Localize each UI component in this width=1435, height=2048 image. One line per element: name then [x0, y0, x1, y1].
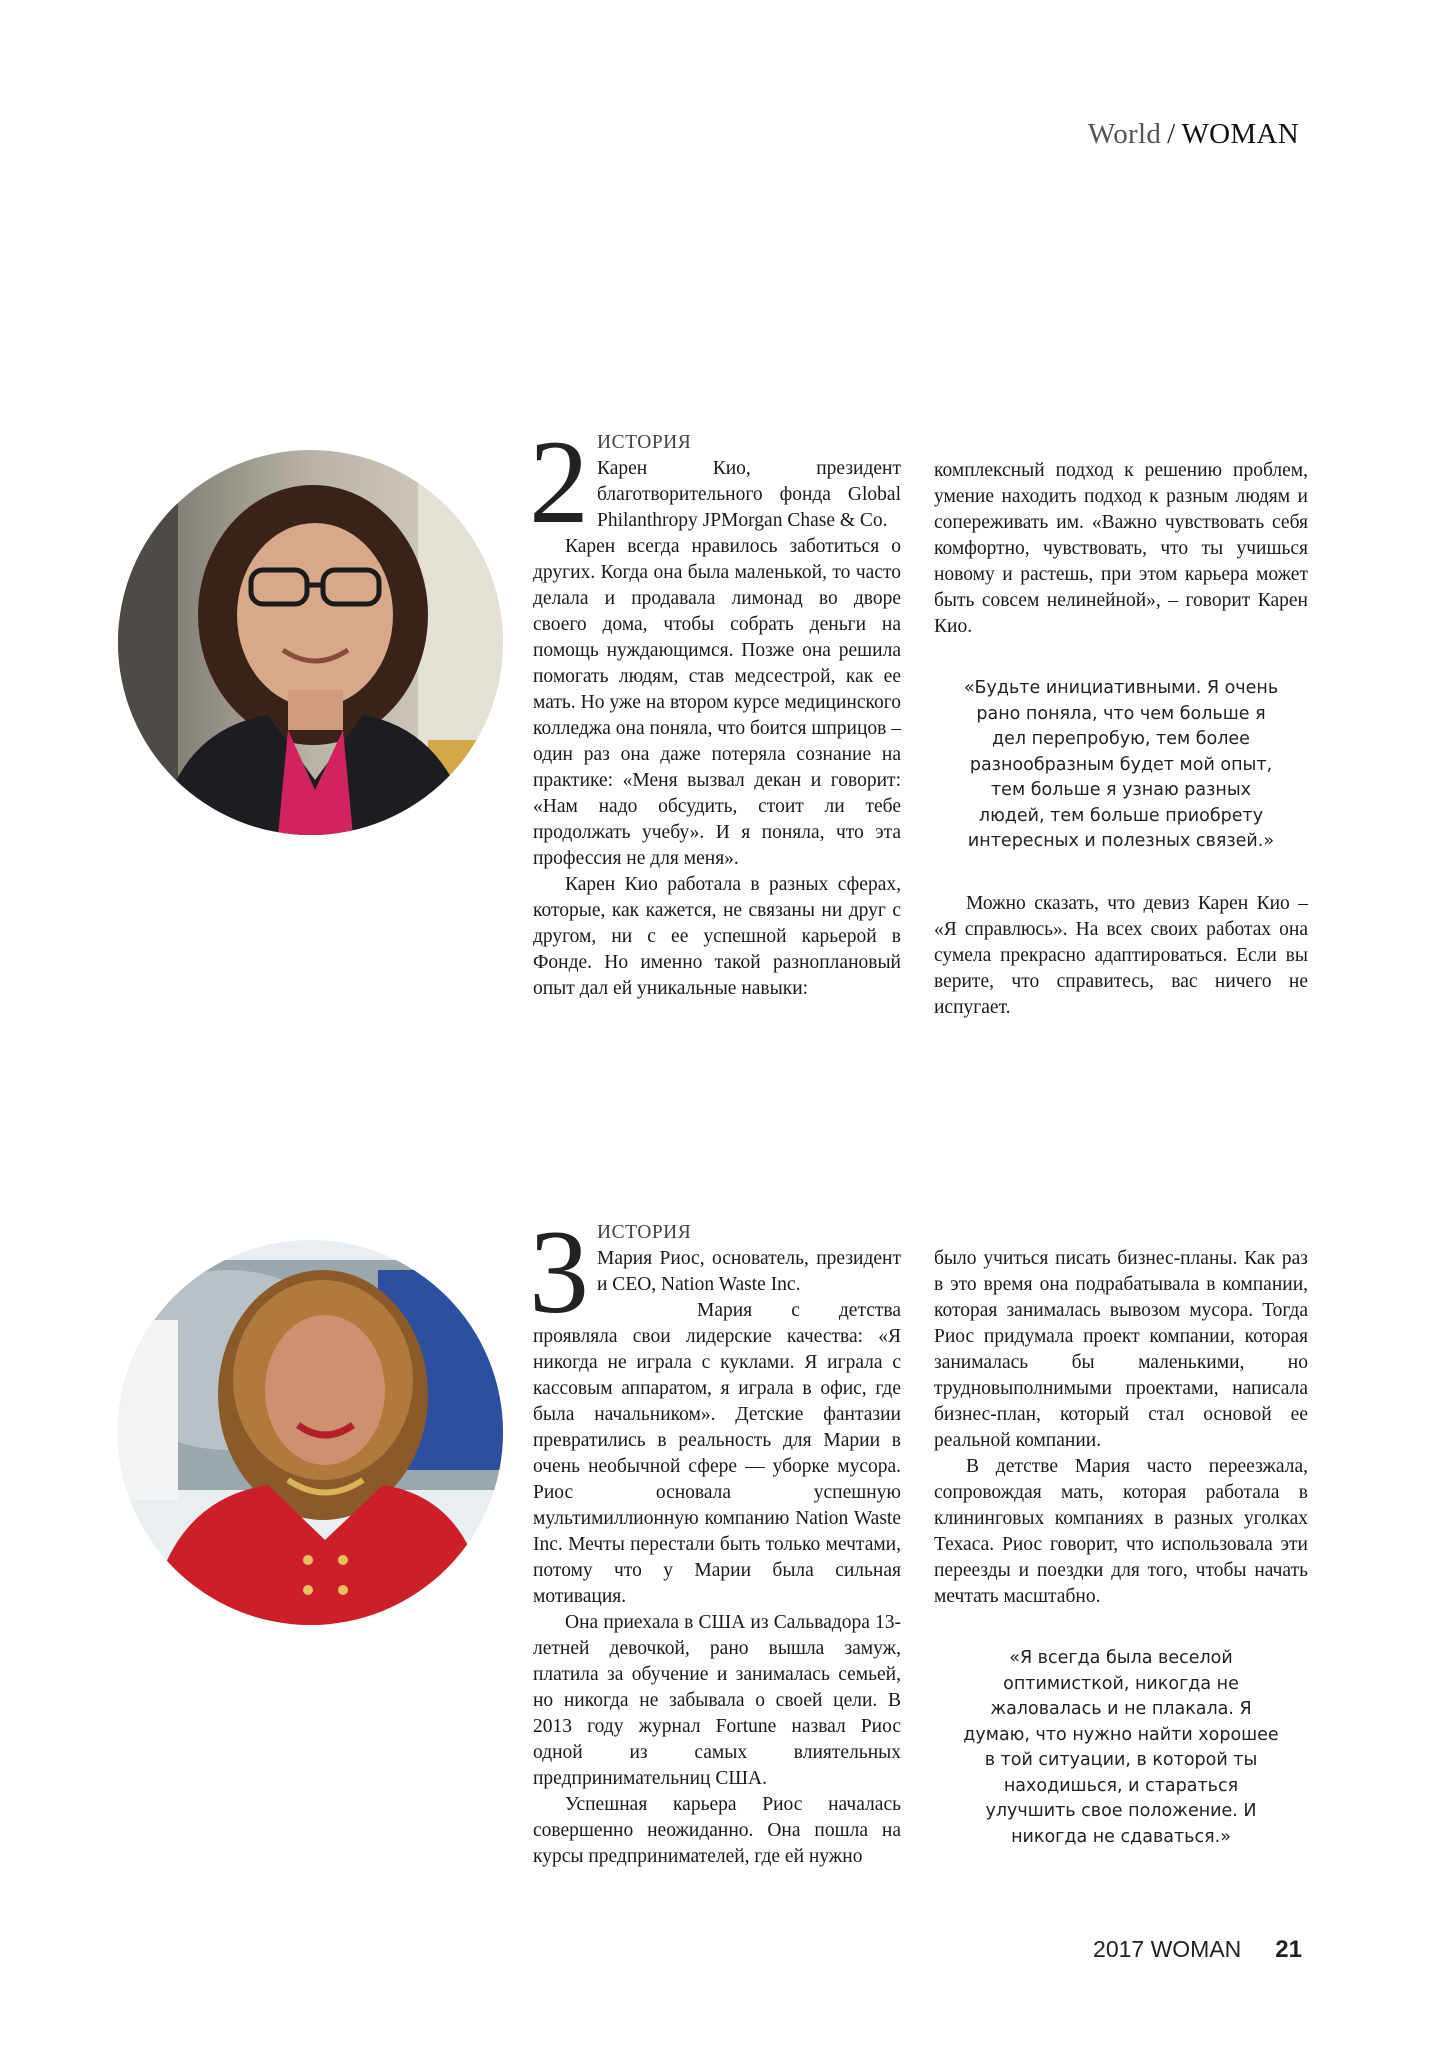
story1-number: 2 [529, 415, 589, 548]
story2-paragraph-2: Она приехала в США из Сальвадора 13-летней девочкой, рано вышла замуж, платила за обучение и занималась семьей, но никогда не забывала о своей цели. В 2013 году журнал Fortune назвал Риос одной из самых влиятельных предпринимательниц США. [533, 1612, 901, 1789]
section-slash: / [1167, 118, 1176, 150]
story1-paragraph-1: Карен всегда нравилось заботиться о других. Когда она была маленькой, то часто делала и продавала лимонад во дворе своего дома, чтобы собрать деньги на помощь нуждающимся. Позже она решила помогать людям, став медсестрой, как ее мать. Но уже на втором курсе медицинского колледжа она поняла, что боится шприцов – один раз она даже потеряла сознание на практике: «Меня вызвал декан и говорит: «Нам надо обсудить, стоит ли тебе продолжать учебу». И я поняла, что эта профессия не для меня». [533, 536, 901, 869]
story1-right-column [934, 458, 1308, 1021]
story2-left-column [529, 1205, 901, 1870]
section-world: World [1087, 118, 1162, 150]
section-woman: WOMAN [1181, 118, 1299, 150]
page-footer [1093, 1936, 1302, 1964]
story2-paragraph-1: Мария с детства проявляла свои лидерские качества: «Я никогда не играла с куклами. Я играла с кассовым аппаратом, я играла в офис, где была начальником». Детские фантазии превратились в реальность для Марии в очень необычной сфере — уборке мусора. Риос основала успешную мультимиллионную компанию Nation Waste Inc. Мечты перестали быть только мечтами, потому что у Марии была сильная мотивация. [533, 1300, 901, 1607]
story2-number: 3 [529, 1205, 589, 1338]
story1-paragraph-2: Карен Кио работала в разных сферах, которые, как кажется, не связаны ни друг с другом, ни с ее успешной карьерой в Фонде. Но именно такой разноплановый опыт дал ей уникальные навыки: [533, 874, 901, 999]
story2-right-paragraph-2: В детстве Мария часто переезжала, сопровождая мать, которая работала в клининговых компаниях в разных уголках Техаса. Риос говорит, что использовала эти переезды и поездки для того, чтобы начать мечтать масштабно. [934, 1456, 1308, 1607]
story2-right-paragraph-1: было учиться писать бизнес-планы. Как раз в это время она подрабатывала в компании, которая занималась вывозом мусора. Тогда Риос придумала проект компании, которая занималась бы маленькими, но трудновыполнимыми проектами, написала бизнес-план, который стал основой ее реальной компании. [934, 1248, 1308, 1451]
story1-right-paragraph-1: комплексный подход к решению проблем, умение находить подход к разным людям и сопереживать им. «Важно чувствовать себя комфортно, чувствовать, что ты учишься новому и растешь, при этом карьера может быть совсем нелинейной», – говорит Карен Кио. [934, 460, 1308, 637]
section-header [1088, 118, 1299, 151]
portrait-maria-rios-image [118, 1240, 503, 1625]
story2-right-column [934, 1246, 1308, 1850]
story2-paragraph-3: Успешная карьера Риос началась совершенно неожиданно. Она пошла на курсы предпринимателей, где ей нужно [533, 1794, 901, 1867]
portrait-karen-kio [118, 450, 503, 835]
story2-lead: Мария Риос, основатель, президент и CEO, Nation Waste Inc. [597, 1248, 901, 1295]
story1-lead: Карен Кио, президент благотворительного фонда Global Philanthropy JPMorgan Chase & Co. [597, 458, 901, 531]
story2-kicker: ИСТОРИЯ [597, 1222, 692, 1243]
story2-pull-quote: «Я всегда была веселой оптимисткой, никогда не жаловалась и не плакала. Я думаю, что нужно найти хорошее в той ситуации, в которой ты находишься, и стараться улучшить свое положение. И никогда не сдаваться.» [963, 1648, 1279, 1847]
story1-kicker: ИСТОРИЯ [597, 432, 692, 453]
footer-issue: 2017 WOMAN [1093, 1936, 1242, 1962]
story1-left-column [529, 415, 901, 1002]
story1-pull-quote: «Будьте инициативными. Я очень рано поняла, что чем больше я дел перепробую, тем более разнообразным будет мой опыт, тем больше я узнаю разных людей, тем больше приобрету интересных и полезных связей.» [963, 678, 1279, 851]
portrait-karen-kio-image [118, 450, 503, 835]
page-number: 21 [1275, 1936, 1302, 1963]
story1-right-paragraph-2: Можно сказать, что девиз Карен Кио – «Я справлюсь». На всех своих работах она сумела прекрасно адаптироваться. Если вы верите, что справитесь, вас ничего не испугает. [934, 892, 1308, 1018]
portrait-maria-rios [118, 1240, 503, 1625]
